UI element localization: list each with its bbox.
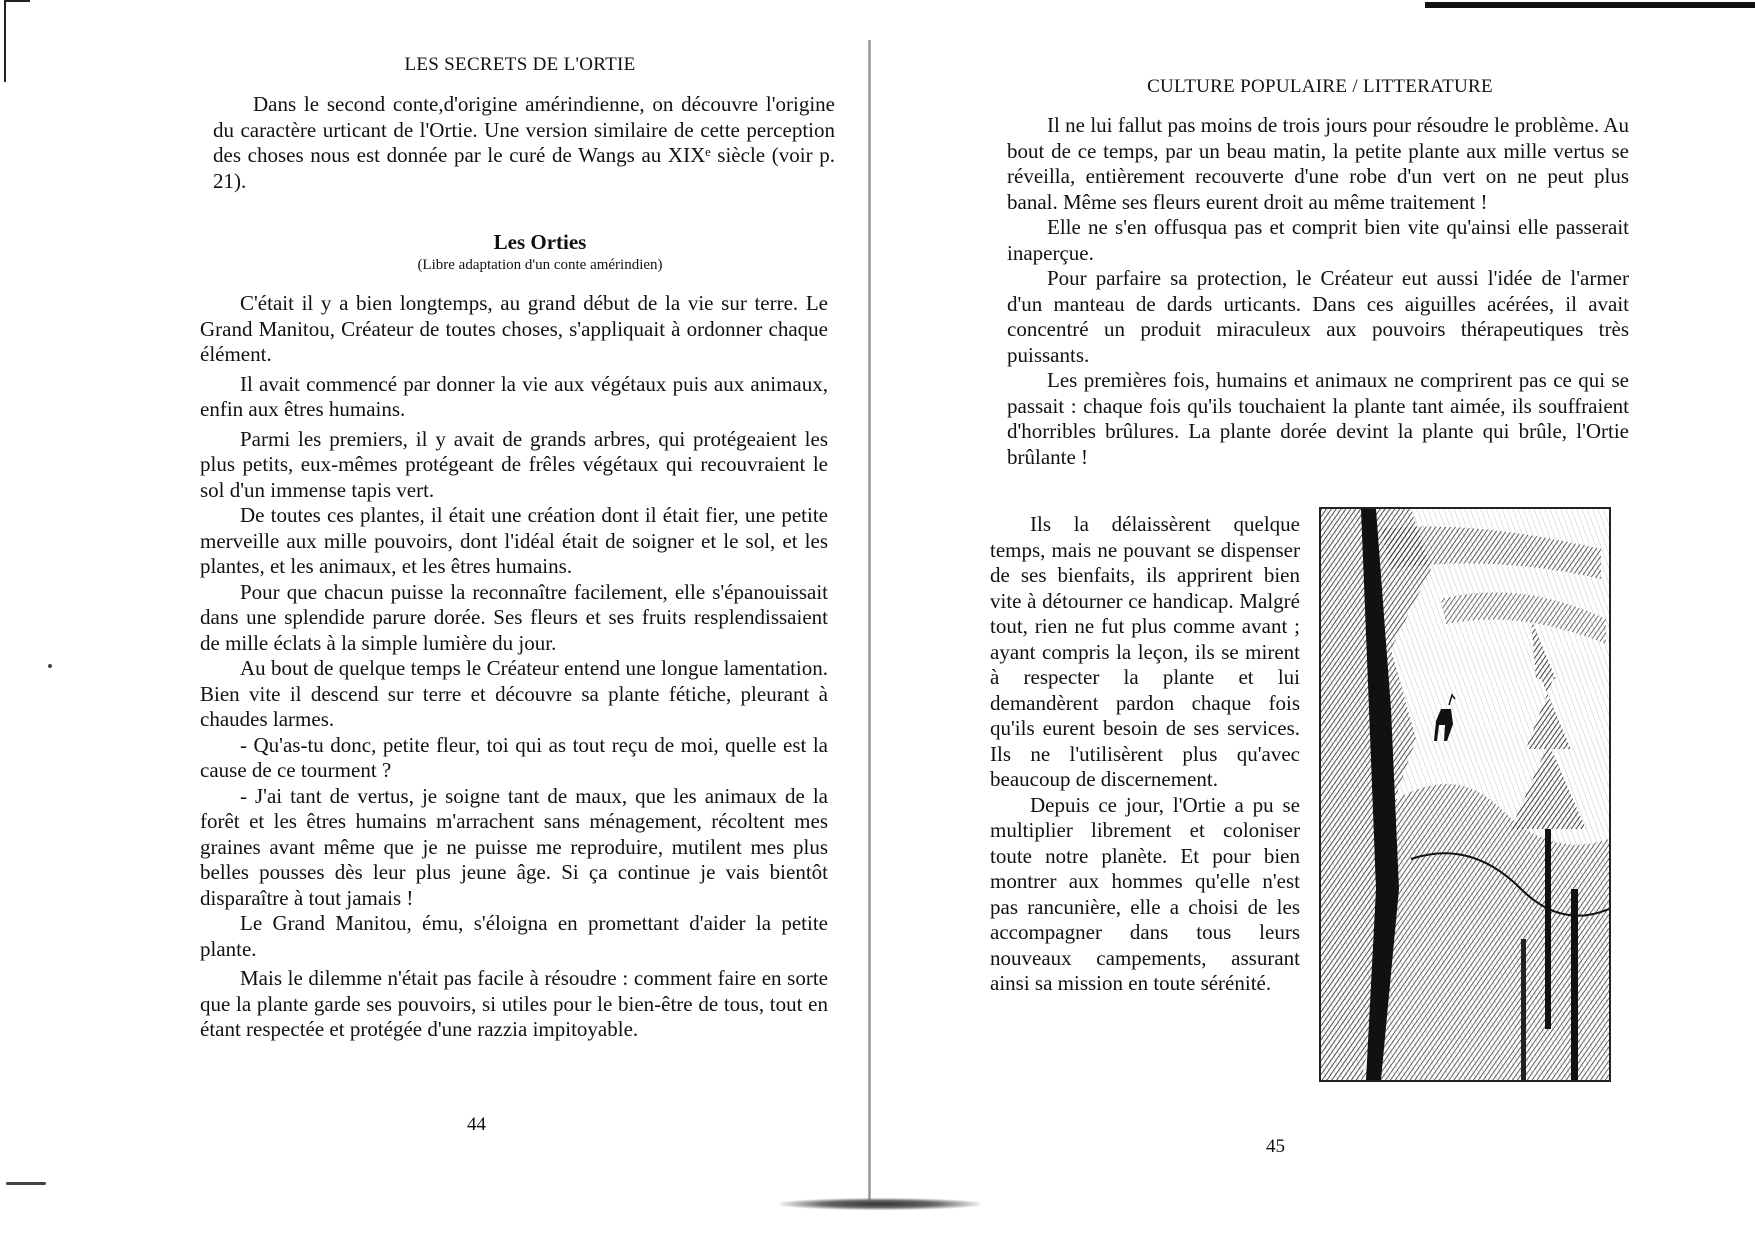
story-paragraph: Les premières fois, humains et animaux ne comprirent pas ce qui se passait : chaque fois qu'ils touchaient la plante tant aimée, ils souffraient d'horribles brûlures. La plante dorée devint la plante qui brûle, l'Ortie brûlante ! [1007,368,1629,469]
right-body [1007,113,1629,470]
story-paragraph: Il avait commencé par donner la vie aux végétaux puis aux animaux, enfin aux êtres humains. [200,371,828,421]
story-paragraph: Le Grand Manitou, ému, s'éloigna en promettant d'aider la petite plante. [200,911,828,961]
left-running-head: LES SECRETS DE L'ORTIE [404,54,636,75]
page-number-right: 45 [1266,1136,1285,1157]
story-paragraph: Au bout de quelque temps le Créateur entend une longue lamentation. Bien vite il descend sur terre et découvre sa plante fétiche, pleurant à chaudes larmes. [200,656,828,731]
page-number-left: 44 [467,1114,486,1135]
story-paragraph: C'était il y a bien longtemps, au grand début de la vie sur terre. Le Grand Manitou, Créateur de toutes choses, s'appliquait à ordonner chaque élément. [200,291,828,366]
left-page [0,0,870,1240]
story-paragraph: Pour parfaire sa protection, le Créateur eut aussi l'idée de l'armer d'un manteau de dards urticants. Dans ces aiguilles acérées, il avait concentré un produit miraculeux aux pouvoirs thérapeutiques très puissants. [1007,266,1629,367]
story-title: Les Orties [493,230,587,254]
story-paragraph: Mais le dilemme n'était pas facile à résoudre : comment faire en sorte que la plante garde ses pouvoirs, si utiles pour le bien-être de tous, tout en étant respectée et protégée d'une razzia impitoyable. [200,966,828,1041]
story-paragraph: Pour que chacun puisse la reconnaître facilement, elle s'épanouissait dans une splendide parure dorée. Ses fleurs et ses fruits resplendissaient de mille éclats à la simple lumière du jour. [200,579,828,655]
right-running-head: CULTURE POPULAIRE / LITTERATURE [1147,76,1493,97]
scan-edge-mark [1425,2,1755,8]
forest-engraving-icon [1319,507,1611,1082]
story-paragraph: - J'ai tant de vertus, je soigne tant de maux, que les animaux de la forêt et les êtres humains m'arrachent sans ménagement, récoltent mes graines avant même que je ne puisse me reproduire, mutilent mes plus belles pousses dès leur plus jeune âge. Si ça continue je vais bientôt disparaître à tout jamais ! [200,783,828,910]
story-paragraph: De toutes ces plantes, il était une création dont il était fier, une petite merveille aux mille pouvoirs, dont l'idéal était de soigner et le sol, et les plantes, et les animaux, et les êtres humains. [200,503,828,578]
story-paragraph: Il ne lui fallut pas moins de trois jours pour résoudre le problème. Au bout de ce temps, par un beau matin, la petite plante aux mille vertus se réveilla, entièrement recouverte d'une robe d'un vert on ne peut plus banal. Même ses fleurs eurent droit au même traitement ! [1007,113,1629,214]
story-body [200,291,828,1043]
intro-paragraph: Dans le second conte,d'origine amérindienne, on découvre l'origine du caractère urticant de l'Ortie. Une version similaire de cette perception des choses nous est donnée par le curé de Wangs au XIXᵉ siècle (voir p. 21). [213,92,835,193]
story-paragraph: Parmi les premiers, il y avait de grands arbres, qui protégeaient les plus petits, eux-mêmes protégeant de frêles végétaux qui recouvraient le sol d'un immense tapis vert. [200,426,828,502]
story-subtitle: (Libre adaptation d'un conte amérindien) [417,257,663,273]
story-paragraph: Depuis ce jour, l'Ortie a pu se multiplier librement et coloniser toute notre planète. Et pour bien montrer aux hommes qu'elle n'est pas rancunière, elle a choisi de les accompagner dans tous leurs nouveaux campements, assurant ainsi sa mission en toute sérénité. [990,792,1300,995]
story-paragraph: Elle ne s'en offusqua pas et comprit bien vite qu'ainsi elle passerait inaperçue. [1007,215,1629,265]
story-paragraph: - Qu'as-tu donc, petite fleur, toi qui as tout reçu de moi, quelle est la cause de ce tourment ? [200,732,828,782]
left-intro-block [213,92,835,194]
right-column-body [990,512,1300,997]
story-paragraph: Ils la délaissèrent quelque temps, mais ne pouvant se dispenser de ses bienfaits, ils apprirent bien vite à détourner ce handicap. Malgré tout, rien ne fut plus comme avant ; ayant compris la leçon, ils se mirent à respecter la plante et lui demandèrent pardon chaque fois qu'ils eurent besoin de ses services. Ils ne l'utilisèrent plus qu'avec beaucoup de discernement. [990,512,1300,791]
